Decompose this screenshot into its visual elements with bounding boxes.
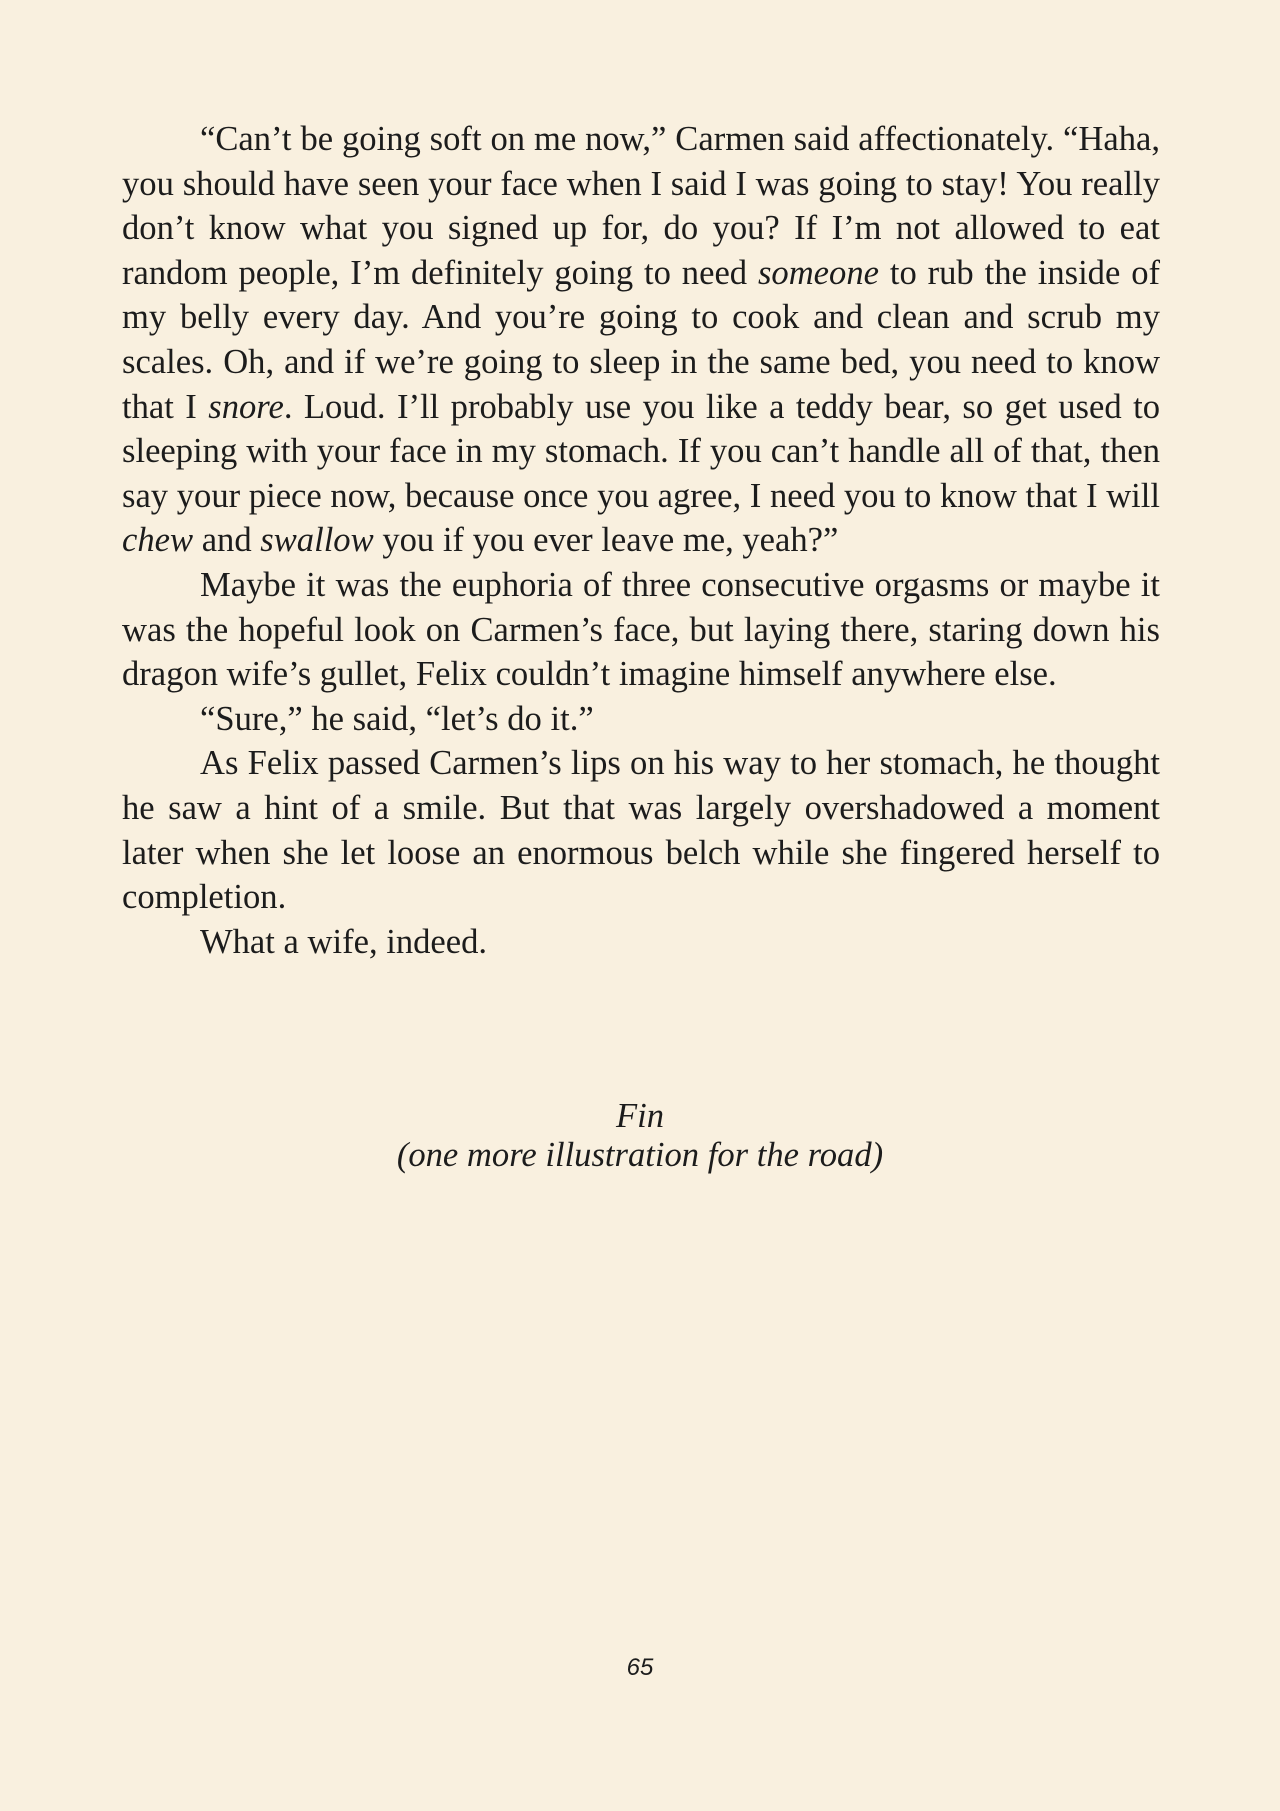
text-segment: Maybe it was the euphoria of three consecutive orgasms or maybe it was the hopeful look on Carmen’s face, but laying there, staring down his dragon wife’s gullet, Felix couldn’t imagine himself anywhere else. [122, 565, 1160, 694]
text-segment: to rub the inside of my belly every day. And you’re going to cook and clean and scrub my scales. Oh, and if we’re going to sleep in the same bed, you need to know that I [122, 253, 1160, 426]
text-segment: . Loud. I’ll probably use you like a teddy bear, so get used to sleeping with your face in my stomach. If you can’t handle all of that, then say your piece now, because once you agree, I need you to know that I will [122, 387, 1160, 515]
text-segment: “Sure,” he said, “let’s do it.” [200, 699, 594, 738]
text-segment: and [193, 521, 261, 560]
emphasis-text: someone [757, 253, 879, 292]
text-segment: As Felix passed Carmen’s lips on his way to her stomach, he thought he saw a hint of a smile. But that was largely overshadowed a moment later when she let loose an enormous belch while she fingered herself to completion. [122, 744, 1160, 917]
page-number: 65 [626, 1654, 654, 1681]
text-segment: What a wife, indeed. [200, 922, 488, 961]
text-segment: “Can’t be going soft on me now,” Carmen said affectionately. “Haha, you should have seen your face when I said I was going to stay! You really don’t know what you signed up for, do you? If I’m not allowed to eat random people, I’m definitely going to need [122, 120, 1160, 292]
fin-heading: Fin [615, 1097, 665, 1135]
paragraph [122, 920, 1160, 965]
story-text [122, 117, 1160, 964]
emphasis-text: snore [208, 387, 284, 426]
emphasis-text: swallow [260, 521, 374, 560]
paragraph [122, 117, 1160, 563]
paragraph [122, 741, 1160, 919]
fin-note: (one more illustration for the road) [396, 1136, 884, 1174]
paragraph [122, 563, 1160, 697]
text-segment: you if you ever leave me, yeah?” [373, 521, 839, 560]
emphasis-text: chew [122, 521, 194, 560]
paragraph [122, 697, 1160, 742]
